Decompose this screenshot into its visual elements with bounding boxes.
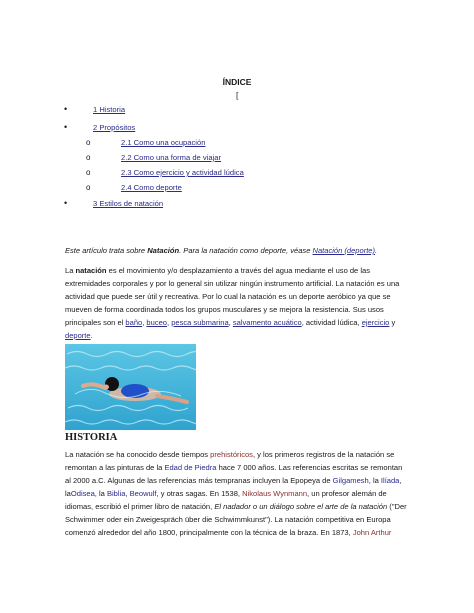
link-iliada[interactable]: Ilíada bbox=[380, 476, 400, 485]
history-text: , la bbox=[65, 476, 402, 498]
toc-item-ejercicio[interactable]: 2.3 Como ejercicio y actividad lúdica bbox=[121, 168, 244, 177]
toc-title: ÍNDICE bbox=[222, 77, 252, 87]
hatnote bbox=[65, 244, 410, 257]
intro-text: y bbox=[389, 318, 396, 327]
history-book-title: El nadador o un diálogo sobre el arte de la natación bbox=[214, 502, 388, 511]
hatnote-text: Este artículo trata sobre bbox=[65, 246, 148, 255]
link-beowulf[interactable]: Beowulf bbox=[129, 489, 157, 498]
intro-text: . bbox=[90, 331, 93, 340]
toc-bullet: • bbox=[64, 198, 68, 208]
history-text: , y los primeros registros de la natación se remontan a las pinturas de la bbox=[65, 450, 395, 472]
swimmer-face bbox=[103, 385, 109, 390]
link-salvamento-acuatico[interactable]: salvamento acuático bbox=[232, 318, 302, 327]
history-text: , un profesor alemán de idiomas, escribió el primer libro de natación, bbox=[65, 489, 387, 511]
history-text: , la bbox=[368, 476, 381, 485]
toc-edit-mark: [ bbox=[236, 90, 239, 100]
swimmer-image bbox=[65, 344, 196, 430]
intro-paragraph bbox=[65, 264, 410, 342]
intro-text: , bbox=[166, 318, 172, 327]
toc-item-propositos[interactable]: 2 Propósitos bbox=[93, 123, 136, 132]
link-buceo[interactable]: buceo bbox=[146, 318, 167, 327]
link-deporte[interactable]: deporte bbox=[65, 331, 91, 340]
toc-item-estilos[interactable]: 3 Estilos de natación bbox=[93, 199, 164, 208]
link-odisea[interactable]: Odisea bbox=[70, 489, 95, 498]
toc-item-viajar[interactable]: 2.2 Como una forma de viajar bbox=[121, 153, 222, 162]
link-biblia[interactable]: Biblia bbox=[106, 489, 126, 498]
link-natacion-deporte[interactable]: Natación (deporte) bbox=[312, 246, 376, 255]
toc-sub-bullet: o bbox=[86, 168, 91, 177]
history-text: ("Der Schwimmer oder ein Zweigespräch über die Schwimmkunst"). La natación competitiva en Europa comenzó alrededor del año 1800, principalmente con la técnica de la braza. En 1873, bbox=[65, 502, 407, 537]
intro-text: , bbox=[142, 318, 147, 327]
link-ejercicio[interactable]: ejercicio bbox=[361, 318, 390, 327]
link-gilgamesh[interactable]: Gilgamesh bbox=[332, 476, 369, 485]
swimmer-photo bbox=[65, 344, 196, 430]
toc-item-ocupacion[interactable]: 2.1 Como una ocupación bbox=[121, 138, 206, 147]
link-edad-de-piedra[interactable]: Edad de Piedra bbox=[164, 463, 217, 472]
toc-sub-bullet: o bbox=[86, 183, 91, 192]
intro-text: es el movimiento y/o desplazamiento a través del agua mediante el uso de las extremidades corporales y por lo general sin utilizar ningún instrumento artificial. La natación es una actividad que puede ser útil y recreativa. Por lo cual la natación es un deporte aeróbico ya que se mueven de forma coordinada todos los grupos musculares y se mejora la resistencia. Sus usos principales son el bbox=[65, 266, 400, 327]
history-text: , bbox=[125, 489, 130, 498]
link-prehistoricos[interactable]: prehistóricos bbox=[210, 450, 253, 459]
history-paragraph bbox=[65, 448, 410, 539]
intro-text: , bbox=[228, 318, 233, 327]
link-john-arthur[interactable]: John Arthur bbox=[352, 528, 392, 537]
history-text: La natación se ha conocido desde tiempos bbox=[65, 450, 211, 459]
toc-item-deporte[interactable]: 2.4 Como deporte bbox=[121, 183, 182, 192]
link-bano[interactable]: baño bbox=[125, 318, 143, 327]
toc-item-historia[interactable]: 1 Historia bbox=[93, 105, 126, 114]
toc-bullet: • bbox=[64, 104, 68, 114]
link-nikolaus-wynmann[interactable]: Nikolaus Wynmann bbox=[242, 489, 308, 498]
history-text: , la bbox=[94, 489, 107, 498]
intro-text: , actividad lúdica, bbox=[301, 318, 362, 327]
toc-sub-bullet: o bbox=[86, 153, 91, 162]
intro-bold: natación bbox=[75, 266, 107, 275]
toc-bullet: • bbox=[64, 122, 68, 132]
history-text: hace 7 000 años. Las referencias escritas se remontan al 2000 a.C. Algunas de las referencias más tempranas incluyen la Epopeya de bbox=[65, 463, 403, 485]
history-text: , y otras sagas. En 1538, bbox=[156, 489, 243, 498]
section-heading-historia: HISTORIA bbox=[65, 432, 118, 443]
intro-text: La bbox=[65, 266, 76, 275]
hatnote-text: . Para la natación como deporte, véase bbox=[179, 246, 313, 255]
toc-sub-bullet: o bbox=[86, 138, 91, 147]
link-pesca-submarina[interactable]: pesca submarina bbox=[171, 318, 229, 327]
hatnote-bold: Natación bbox=[147, 246, 180, 255]
hatnote-text: . bbox=[375, 246, 378, 255]
swimmer-swimsuit bbox=[121, 384, 149, 398]
